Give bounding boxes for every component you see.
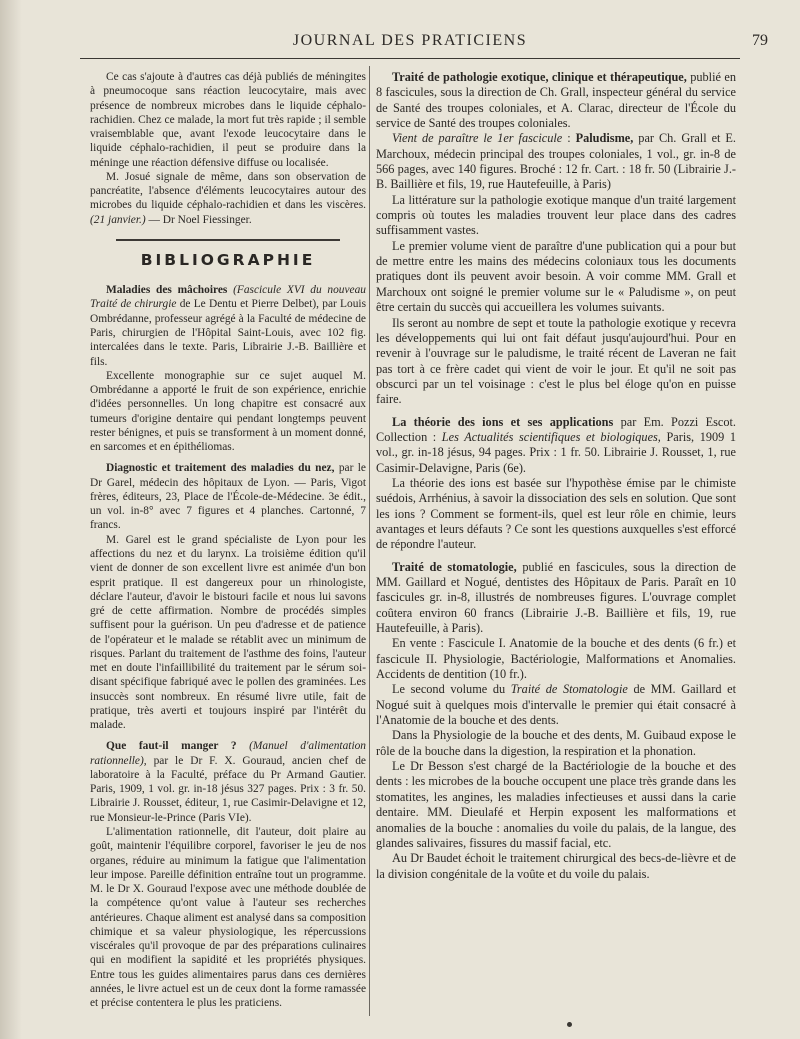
entry-details: Paris, 1909 1 vol., gr. in-18 jésus, 94 pages. Prix : 1 fr. 50. Librairie J. Rousset, 1, rue Casimir-Delavigne, Paris (6e). xyxy=(376,429,736,475)
entry-details: par Ch. Grall et E. Marchoux, médecin principal des troupes coloniales, 1 vol., gr. in-8 de 566 pages, avec 140 figures. Broché : 12 fr. Cart. : 18 fr. 50 (Librairie J.-B. Baillière et fils, 19, rue Hautefeuille, à Paris) xyxy=(376,131,736,192)
entry-review: La littérature sur la pathologie exotique manque d'un traité largement compris où toutes les maladies trouvent leur place dans des cadres suffisamment vastes. xyxy=(376,192,736,238)
entry-details: par le Dr F. X. Gouraud, ancien chef de laboratoire à la Faculté, préface du Pr Armand Gautier. Paris, 1909, 1 vol. gr. in-18 jésus 327 pages. Prix : 3 fr. 50. Librairie J. Rousset, éditeur, 1, rue Casimir-Delavigne et 12, rue Monsieur-le-Prince (Paris VIe). xyxy=(90,754,366,824)
ink-dot xyxy=(567,1022,572,1027)
page-number: 79 xyxy=(752,32,768,49)
entry-review: Le Dr Besson s'est chargé de la Bactériologie de la bouche et des dents : les microbes de la bouche occupent une place très grande dans les stomatites, les angines, les maladies infectieuses et aussi dans la carie dentaire. MM. Dieulafé et Herpin exposent les malformations et anomalies de la bouche : anomalies du voile du palais, de la langue, des glandes salivaires, fissures du massif facial, etc. xyxy=(376,759,736,850)
entry-announcement: Vient de paraître le 1er fascicule xyxy=(392,131,563,146)
entry-review: L'alimentation rationnelle, dit l'auteur, doit plaire au goût, maintenir l'équilibre corporel, favoriser le jeu de nos organes, réduire au minimum la fatigue que l'alimentation leur impose. Pareille définition entraîne tout un programme. M. le Dr X. Gouraud l'expose avec une méthode doublée de la compétence qu'ont value à l'auteur ses recherches antérieures. Chaque aliment est analysé dans sa composition chimique et sa valeur physiologique, les répercussions viscérales qu'il provoque de par des préparations culinaires qui en modifient la sapidité et les propriétés physiques. Entre tous les guides alimentaires parus dans ces dernières années, le livre actuel est un de ceux dont la forme ramassée et précise contentera le plus les praticiens. xyxy=(90,826,366,1010)
entry-details: par Em. Pozzi Escot. Collection : xyxy=(376,414,736,444)
entry-review: Ils seront au nombre de sept et toute la pathologie exotique y recevra les développements qui lui ont fait défaut jusqu'aujourd'hui. Pour en revenir à l'ouvrage sur le paludisme, le traité récent de Laveran ne fait pas tort à ce frère cadet qui vient de voir le jour. Et qu'il ne soit pas obscurci par un tel voisinage : c'est le plus bel éloge qu'on en puisse faire. xyxy=(376,315,736,407)
column-divider xyxy=(369,66,370,1016)
intro-date: (21 janvier.) xyxy=(90,213,146,226)
entry-title: La théorie des ions et ses applications xyxy=(392,414,614,429)
intro-paragraph-2 xyxy=(90,170,366,227)
entry-collection: Les Actualités scientifiques et biologiques, xyxy=(441,429,661,444)
intro-paragraph-1: Ce cas s'ajoute à d'autres cas déjà publiés de méningites à pneumocoque sans réaction leucocytaire, mais avec présence de nombreux microbes dans le liquide céphalo-rachidien. Chez ce malade, la mort fut très rapide ; il semble vraisemblable que, avant l'exode leucocytaire dans le liquide céphalo-rachidien, il peut se produire dans la méninge une réaction défensive diffuse ou localisée. xyxy=(90,71,366,169)
entry-pathologie-exotique xyxy=(376,70,736,131)
entry-details: par le Dr Garel, médecin des hôpitaux de Lyon. — Paris, Vigot frères, éditeurs, 23, Place de l'École-de-Médecine. 3e édit., un vol. in-8° avec 7 figures et 4 planches. Cartonné, 7 francs. xyxy=(90,462,366,532)
entry-subtitle: (Manuel d'alimentation rationnelle), xyxy=(90,740,366,767)
entry-title: Traité de pathologie exotique, clinique et thérapeutique, xyxy=(392,70,687,84)
entry-review: Excellente monographie sur ce sujet auquel M. Ombrédanne a apporté le fruit de son expérience, enrichie d'idées personnelles. Un long chapitre est consacré aux tumeurs d'origine dentaire qui pendant longtemps peuvent rester bénignes, et puis se transforment à un moment donné, en sarcomes et en épithéliomas. xyxy=(90,369,366,454)
review-text: Le second volume du xyxy=(392,682,511,697)
entry-title: Que faut-il manger ? xyxy=(106,740,237,753)
entry-diagnostic-nez xyxy=(90,461,366,532)
intro-text: M. Josué signale de même, dans son observation de pancréatite, l'absence d'éléments leucocytaires autour des microbes du liquide céphalo-rachidien et dans les viscères. xyxy=(90,170,366,212)
entry-review xyxy=(376,682,736,728)
intro-signature: — Dr Noel Fiessinger. xyxy=(145,213,252,226)
journal-title: JOURNAL DES PRATICIENS xyxy=(292,32,528,49)
page-header xyxy=(80,26,768,59)
entry-title: Diagnostic et traitement des maladies du nez, xyxy=(106,462,335,475)
entry-maladies-machoires xyxy=(90,283,366,369)
entry-details: de Le Dentu et Pierre Delbet), par Louis Ombrédanne, professeur agrégé à la Faculté de médecine de Paris, chirurgien de l'Hôpital Saint-Louis, avec 102 fig. intercalées dans le texte. Paris, Librairie J.-B. Baillière et fils. xyxy=(90,298,366,368)
left-column xyxy=(90,70,366,1010)
entry-title: Traité de stomatologie, xyxy=(392,559,517,574)
entry-first-fascicle xyxy=(376,131,736,192)
review-text: de MM. Gaillard et Nogué suit à quelques mois d'intervalle le premier qui était consacré à l'Anatomie de la bouche et des dents. xyxy=(376,682,736,728)
section-rule xyxy=(116,239,340,241)
entry-review: La théorie des ions est basée sur l'hypothèse émise par le chimiste suédois, Arrhénius, à savoir la dissociation des sels en solution. Que sont les ions ? Comment se forment-ils, quel est leur rôle en chimie, leurs avantages et leurs défauts ? Ce sont les questions auxquelles s'est efforcé de répondre l'auteur. xyxy=(376,475,736,552)
right-column xyxy=(376,70,736,882)
entry-review: Le premier volume vient de paraître d'une publication qui a pour but de mettre entre les mains des médecins coloniaux tous les documents pratiques dont ils peuvent avoir besoin. A voir comme MM. Grall et Marchoux ont soigné le premier volume sur le « Paludisme », on peut être certain du succès qui accueillera les volumes suivants. xyxy=(376,238,736,315)
entry-review: Au Dr Baudet échoit le traitement chirurgical des becs-de-lièvre et de la division congénitale de la voûte et du voile du palais. xyxy=(376,851,736,881)
bibliography-section-header xyxy=(90,239,366,269)
entry-title: Maladies des mâchoires xyxy=(106,284,228,297)
page-edge-shadow xyxy=(0,0,22,1039)
entry-review: En vente : Fascicule I. Anatomie de la bouche et des dents (6 fr.) et fascicule II. Physiologie, Bactériologie, Malformations et Anomalies. Accidents de dentition (10 fr.). xyxy=(376,636,736,682)
entry-review: M. Garel est le grand spécialiste de Lyon pour les affections du nez et du larynx. La troisième édition qu'il vient de donner de son excellent livre est animée d'un bon esprit pratique. Il est dangereux pour un rhinologiste, déclare l'auteur, d'avoir le bistouri facile et nous lui savons gré de cette affirmation. Nombre de procédés simples suffisent pour la guérison. Un peu d'adresse et de patience de l'opérateur et le malade se rétablit avec un minimum de risques. Parlant du traitement de l'asthme des foins, l'auteur met en doute l'infaillibilité du traitement par le sérum soi-disant spécifique fabriqué avec le pollen des graminées. Les insuccès sont nombreux. En résumé livre utile, fait de pratique, très averti et toujours inspiré par l'intérêt du malade. xyxy=(90,533,366,732)
entry-colon: : xyxy=(562,131,576,146)
bibliography-heading: BIBLIOGRAPHIE xyxy=(140,250,316,269)
review-book-title: Traité de Stomatologie xyxy=(510,682,628,697)
entry-series: (Fascicule XVI du nouveau Traité de chirurgie xyxy=(90,284,366,311)
entry-que-faut-il-manger xyxy=(90,739,366,825)
entry-fascicle-title: Paludisme, xyxy=(575,131,634,146)
entry-details: publié en fascicules, sous la direction de MM. Gaillard et Nogué, dentistes des Hôpitaux de Paris. Paraît en 10 fascicules gr. in-8, illustrés de nombreuses figures. L'ouvrage complet coûtera environ 60 francs (Librairie J.-B. Baillière et fils, 19, rue Hautefeuille, à Paris). xyxy=(376,559,736,636)
entry-theorie-ions xyxy=(376,415,736,476)
entry-stomatologie xyxy=(376,560,736,637)
entry-review: Dans la Physiologie de la bouche et des dents, M. Guibaud expose le rôle de la bouche dans la digestion, la respiration et la phonation. xyxy=(376,728,736,758)
entry-details: publié en 8 fascicules, sous la direction de Ch. Grall, inspecteur général du service de Santé des troupes coloniales, et A. Clarac, directeur de l'École du service de Santé des troupes coloniales. xyxy=(376,70,736,131)
